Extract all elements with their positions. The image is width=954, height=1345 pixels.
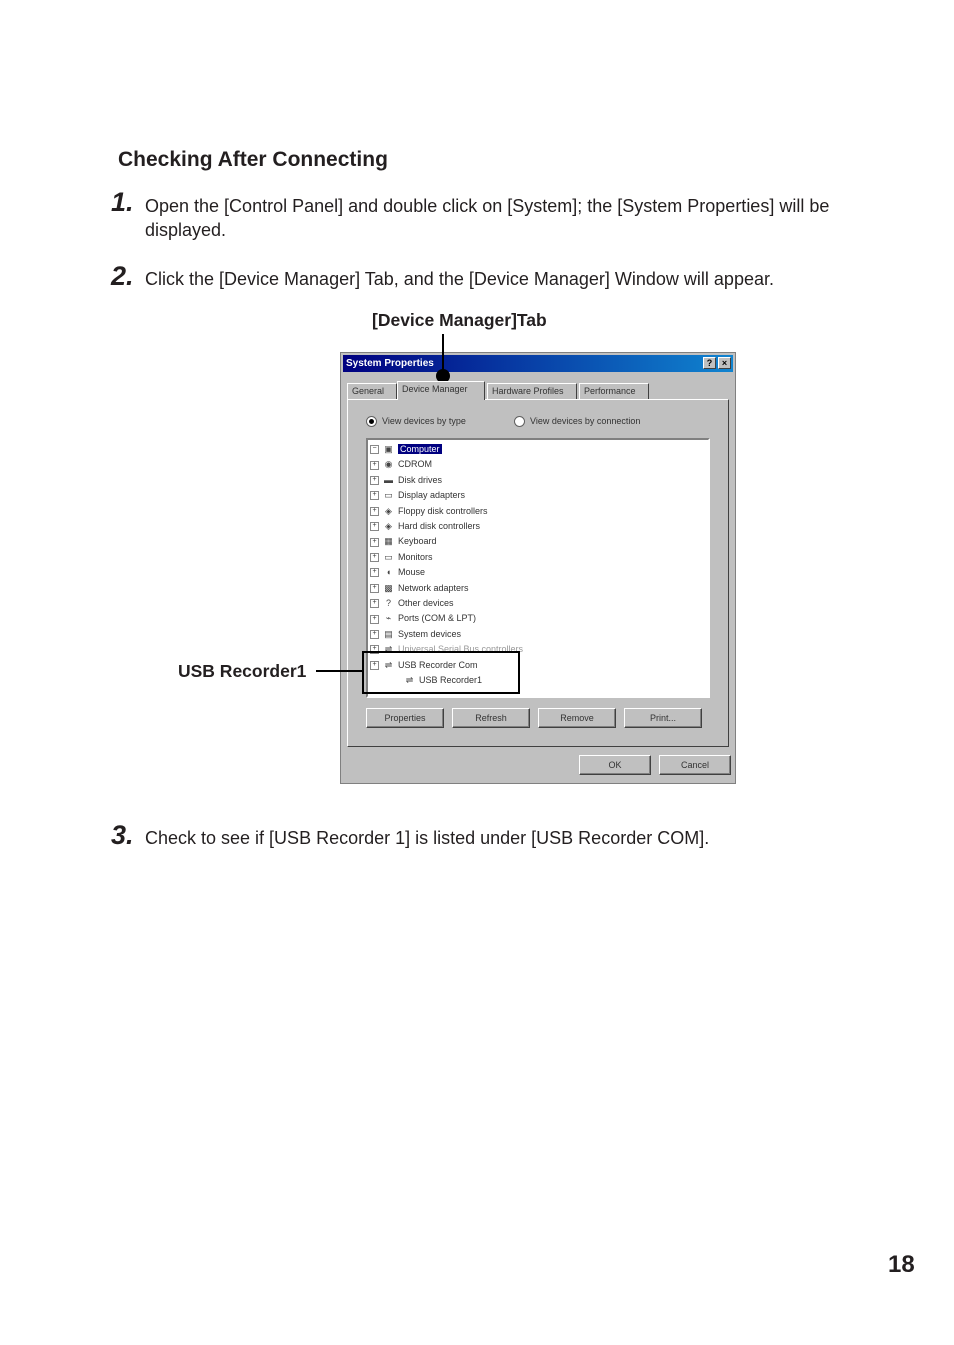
radio-view-by-type[interactable]: View devices by type <box>366 416 466 427</box>
tree-item[interactable] <box>370 596 454 611</box>
step-2-text: Click the [Device Manager] Tab, and the [Device Manager] Window will appear. <box>145 269 774 289</box>
properties-button[interactable]: Properties <box>366 708 444 728</box>
help-icon: ? <box>706 358 713 368</box>
tree-item-label: Ports (COM & LPT) <box>398 613 477 624</box>
expand-icon[interactable]: + <box>370 568 379 577</box>
step-1-text: Open the [Control Panel] and double click on [System]; the [System Properties] will be displayed. <box>145 196 830 240</box>
tree-item-label: Display adapters <box>398 490 466 501</box>
expand-icon[interactable]: + <box>370 476 379 485</box>
cdrom-icon: ◉ <box>384 459 393 470</box>
remove-button[interactable]: Remove <box>538 708 616 728</box>
tree-item[interactable] <box>370 550 433 565</box>
computer-icon: ▣ <box>384 444 393 454</box>
print-button[interactable]: Print... <box>624 708 702 728</box>
window-title: System Properties <box>346 358 434 369</box>
ok-button[interactable]: OK <box>579 755 651 775</box>
tree-item[interactable] <box>370 442 442 457</box>
tree-item-label: System devices <box>398 628 462 639</box>
expand-icon[interactable]: + <box>370 491 379 500</box>
expand-icon[interactable]: + <box>370 615 379 624</box>
tree-item[interactable] <box>370 457 432 472</box>
tree-item-label: Universal Serial Bus controllers <box>398 644 524 655</box>
radio-selected-icon <box>366 416 377 427</box>
tree-item-label: Disk drives <box>398 474 443 485</box>
usb-recorder-leader-line <box>316 670 362 672</box>
tab-general[interactable]: General <box>347 383 397 399</box>
usb-recorder-callout: USB Recorder1 <box>178 661 307 681</box>
network-icon: ▩ <box>384 582 393 593</box>
window-titlebar <box>343 355 733 372</box>
collapse-icon[interactable]: − <box>370 445 379 454</box>
disk-icon: ▬ <box>384 474 393 485</box>
tree-item[interactable] <box>370 534 437 549</box>
system-icon: ▤ <box>384 628 393 639</box>
tree-item-label: Floppy disk controllers <box>398 505 488 516</box>
display-icon: ▭ <box>384 490 393 501</box>
tree-item-label: USB Recorder Com <box>398 659 478 670</box>
tab-device-manager[interactable]: Device Manager <box>397 381 485 400</box>
step-3-text: Check to see if [USB Recorder 1] is listed under [USB Recorder COM]. <box>145 828 710 848</box>
usb-icon: ⇌ <box>405 675 414 685</box>
tree-item[interactable] <box>370 565 425 580</box>
radio-view-by-connection[interactable]: View devices by connection <box>514 416 640 427</box>
other-devices-icon: ? <box>385 598 391 608</box>
tree-item-label: USB Recorder1 <box>419 675 483 685</box>
tree-item-label: Network adapters <box>398 582 469 593</box>
port-icon: ⌁ <box>385 613 392 624</box>
usb-controller-icon: ⇌ <box>384 644 393 655</box>
tree-item[interactable] <box>370 473 442 488</box>
system-properties-screenshot <box>340 352 736 784</box>
expand-icon[interactable]: + <box>370 507 379 516</box>
close-button[interactable] <box>718 357 731 369</box>
tree-item-label: CDROM <box>398 459 432 470</box>
tree-item[interactable] <box>370 488 465 503</box>
step-3-number: 3. <box>111 820 134 850</box>
expand-icon[interactable]: + <box>370 584 379 593</box>
device-manager-tab-callout: [Device Manager]Tab <box>372 310 547 330</box>
expand-icon[interactable]: + <box>370 661 379 670</box>
mouse-icon: ◖ <box>385 567 392 578</box>
section-heading: Checking After Connecting <box>118 148 388 171</box>
expand-icon[interactable]: + <box>370 630 379 639</box>
expand-icon[interactable]: + <box>370 599 379 608</box>
device-manager-panel <box>347 399 729 747</box>
expand-icon[interactable]: + <box>370 553 379 562</box>
tree-item-label: Other devices <box>398 598 454 608</box>
tree-item[interactable] <box>370 627 461 642</box>
expand-icon[interactable]: + <box>370 522 379 531</box>
refresh-button[interactable]: Refresh <box>452 708 530 728</box>
tab-hardware-profiles[interactable]: Hardware Profiles <box>487 383 577 399</box>
tab-performance[interactable]: Performance <box>579 383 649 399</box>
usb-icon: ⇌ <box>384 659 393 670</box>
step-1-number: 1. <box>111 187 134 217</box>
step-2-number: 2. <box>111 261 134 291</box>
page-number: 18 <box>888 1251 915 1278</box>
tree-item-label: Mouse <box>398 567 426 578</box>
tree-item-label: Keyboard <box>398 536 437 547</box>
radio-unselected-icon <box>514 416 525 427</box>
usb-recorder-highlight-box <box>362 651 520 694</box>
harddisk-icon: ◈ <box>385 521 392 531</box>
tree-item[interactable] <box>370 504 488 519</box>
tree-item[interactable] <box>370 519 480 534</box>
expand-icon[interactable]: + <box>370 538 379 547</box>
tree-item[interactable] <box>370 581 469 596</box>
expand-icon[interactable]: + <box>370 461 379 470</box>
tree-item-label: Hard disk controllers <box>398 521 481 531</box>
monitor-icon: ▭ <box>384 551 393 562</box>
tree-item-label: Computer <box>400 444 440 454</box>
expand-icon[interactable]: + <box>370 645 379 654</box>
keyboard-icon: ▦ <box>384 536 393 547</box>
tree-item-label: Monitors <box>398 551 433 562</box>
close-icon: × <box>721 358 728 368</box>
cancel-button[interactable]: Cancel <box>659 755 731 775</box>
tree-item[interactable] <box>370 611 476 626</box>
floppy-icon: ◈ <box>385 505 392 516</box>
help-button[interactable] <box>703 357 716 369</box>
